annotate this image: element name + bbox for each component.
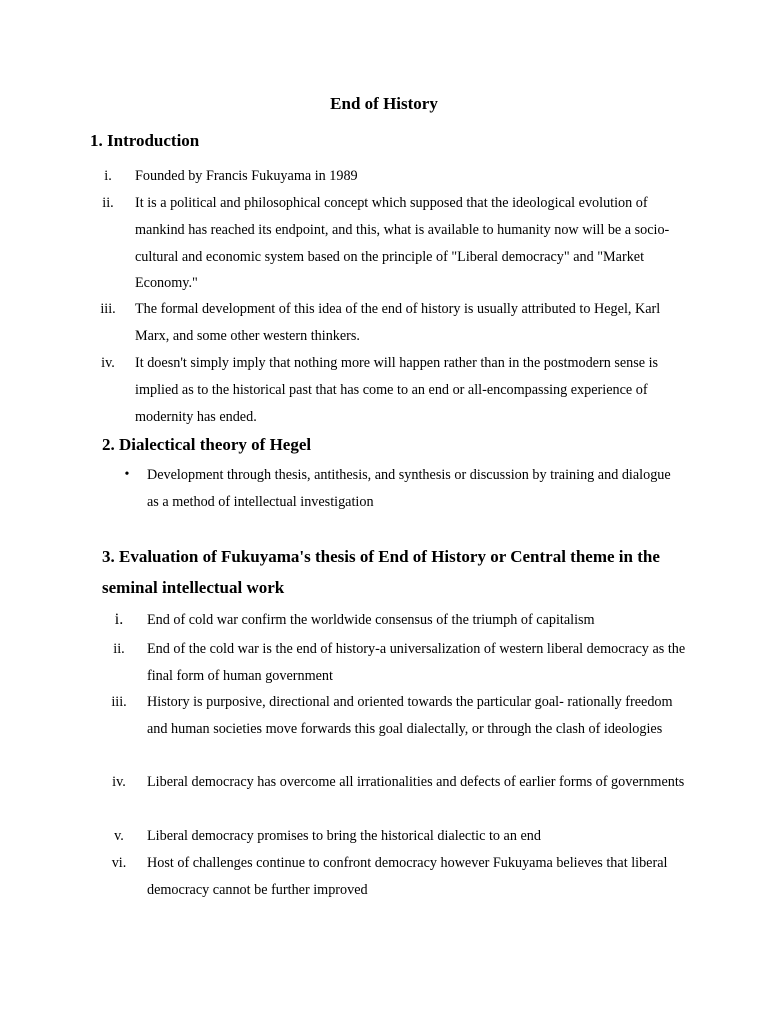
list-marker: v. [114,828,124,844]
section-heading-dialectical-theory: 2. Dialectical theory of Hegel [102,435,312,454]
bullet-marker: • [124,467,130,482]
document-title: End of History [330,94,438,113]
list-item-text: End of the cold war is the end of history-a universalization of western liberal democracy as the final form of human government [147,641,686,684]
list-marker: iii. [100,301,116,317]
list-item-text: The formal development of this idea of the end of history is usually attributed to Hegel, Karl Marx, and some other western thinkers. [135,301,661,344]
list-marker: iv. [101,355,115,371]
list-marker: iii. [111,694,127,710]
section-heading-introduction: 1. Introduction [90,131,200,150]
list-item-text: Development through thesis, antithesis, and synthesis or discussion by training and dialogue as a method of intellectual investigation [147,467,671,510]
list-item-text: It doesn't simply imply that nothing more will happen rather than in the postmodern sense is implied as to the historical past that has come to an end or all-encompassing experience of modernity has ended. [135,355,659,425]
list-marker: ii. [102,195,114,211]
list-marker: ii. [113,641,125,657]
list-marker: iv. [112,774,126,790]
list-marker: i. [104,168,112,184]
list-item-text: History is purposive, directional and oriented towards the particular goal- rationally freedom and human societies move forwards this goal dialectally, or through the clash of ideologies [147,694,673,737]
list-item-text: Founded by Francis Fukuyama in 1989 [135,168,358,184]
list-item-text: End of cold war confirm the worldwide consensus of the triumph of capitalism [147,612,595,628]
list-item-text: Host of challenges continue to confront democracy however Fukuyama believes that liberal democracy cannot be further improved [147,855,668,898]
list-marker: vi. [111,855,127,871]
list-marker: i. [114,611,124,628]
list-item-text: Liberal democracy promises to bring the historical dialectic to an end [147,828,541,844]
list-item-text: Liberal democracy has overcome all irrationalities and defects of earlier forms of governments [147,774,685,790]
list-item-text: It is a political and philosophical concept which supposed that the ideological evolution of mankind has reached its endpoint, and this, what is available to humanity now will be a socio-cultural and economic system based on the principle of "Liberal democracy" and "Market Economy." [135,195,670,292]
section-heading-evaluation: 3. Evaluation of Fukuyama's thesis of End of History or Central theme in the seminal intellectual work [102,547,660,597]
